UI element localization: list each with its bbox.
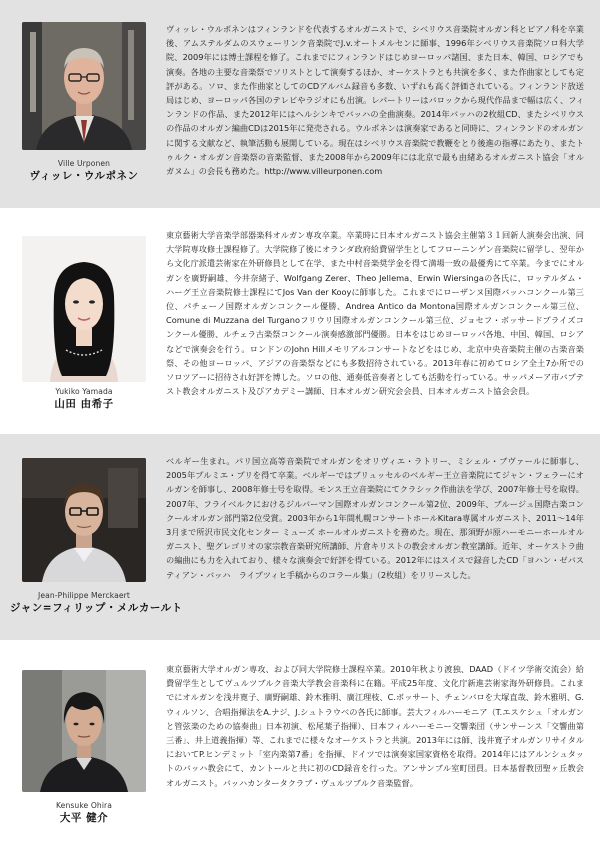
name-english: Jean-Philippe Merckaert — [38, 591, 130, 600]
biography-text — [166, 22, 584, 178]
portrait-photo — [22, 670, 146, 792]
name-block — [10, 386, 158, 411]
profile-section-jean-philippe-merckaert — [0, 434, 600, 640]
biography-text — [166, 662, 584, 790]
profile-section-ville-urponen — [0, 0, 600, 208]
name-japanese: ヴィッレ・ウルポネン — [29, 170, 139, 182]
biography-text — [166, 228, 584, 398]
name-japanese: 大平 健介 — [59, 812, 109, 824]
name-block — [10, 590, 183, 615]
biography-paragraph: ヴィッレ・ウルポネンはフィンランドを代表するオルガニストで、シベリウス音楽院オルガン科とピアノ科を卒業後、アムステルダムのスウェーリンク音楽院でJ.v.オートメルセンに師事、1996年シベリウス音楽院ソロ科大学院、2009年には博士課程を修了。これまでにフィンランドはじめヨーロッパ諸国、また日本、韓国、ロシアでも演奏。各地の主要な音楽祭でソリストとして演奏するほか、オーケストラとも共演を多く、また作曲家としても定評がある。ソロ、また作曲家としてのCDアルバム録音も多数、いずれも高く評価されている。フィンランド放送局はじめ、ヨーロッパ各国のテレビやラジオにも出演。レパートリーはバロックから現代作品まで幅は広く、フィンランドの作品、また2012年にはヘルシンキでバッハの全曲演奏。2014年バッハの2枚組CD、またシベリウスの作品のオルガン編曲CDは2015年に発売される。ウルポネンは演奏家であると同時に、フィンランドのオルガンに関する文献など、執筆活動も展開している。現在はシベリウス音楽院で教鞭をとり後進の指導にあたり、またトゥルク・オルガン音楽祭の音楽監督、また2008年から2009年には北京で最も由緒あるオルガニスト協会「オルガヌム」の会長も務めた。http://www.villeurponen.com — [166, 24, 584, 177]
biography-paragraph: 東京藝術大学オルガン専攻、および同大学院修士課程卒業。2010年秋より渡独、DAAD（ドイツ学術交流会）給費留学生としてヴュルツブルク音楽大学教会音楽科に在籍。平成25年度、文化庁新進芸術家海外研修員。これまでにオルガンを浅井寛子、廣野嗣雄、鈴木雅明、廣江理枝、C.ボッサート、チェンバロを大塚直哉、鈴木雅明、G.ウィルソン、合唱指揮法をA.ナジ、J.シュトラウベの各氏に師事。芸大フィルハーモニア（T.エスケシュ「オルガンと管弦楽のための協奏曲」日本初演、松尾葉子指揮）、日本フィルハーモニー交響楽団（サンサーンス「交響曲第三番」、井上道義指揮）等、これまでに様々なオーケストラと共演。2013年には師、浅井寛子オルガンリサイタルにおいてP.ヒンデミット「室内楽第7番」を指揮、ドイツでは演奏家国家資格を取得。2014年にはアルンシュタットのバッハ教会にて、カントールと共に初のCD録音を行った。アンサンブル室町団員。日本基督教団聖ヶ丘教会オルガニスト。バッハカンタータクラブ・ヴュルツブルク音楽監督。 — [166, 664, 584, 788]
name-block — [10, 158, 158, 183]
name-english: Kensuke Ohira — [55, 801, 113, 810]
profile-section-yukiko-yamada — [0, 208, 600, 434]
name-japanese: ジャン=フィリップ・メルカールト — [10, 602, 183, 614]
portrait-photo — [22, 22, 146, 150]
portrait-photo — [22, 236, 146, 382]
profile-section-kensuke-ohira — [0, 640, 600, 850]
biography-text — [166, 454, 584, 582]
biography-paragraph: 東京藝術大学音楽学部器楽科オルガン専攻卒業。卒業時に日本オルガニスト協会主催第３１回新人演奏会出演、同大学院専攻修士課程修了。大学院修了後にオランダ政府給費留学生としてフローニンゲン音楽院に留学し、翌年から文化庁派遣芸術家在外研修員として在学、また中村音楽奨学金を得て満場一致の最優秀にて卒業。今までにオルガンを廣野嗣雄、今井奈緒子、Wolfgang Zerer、Theo Jellema、Erwin Wiersingaの各氏に、ロッテルダム・ハーグ王立音楽院修士課程にてJos Van der Kooyに師事した。これまでにローザンヌ国際バッハコンクール第三位、パチェーノ国際オルガンコンクール優勝、Andrea Antico da Montona国際オルガンコンクール第三位、Comune di Muzzana del Turganoフリウリ国際オルガンコンクール第三位、ジョセフ・ボッサードプライズコンクール優勝、ルチェラ古楽祭コンクール演奏感激部門優勝。日本をはじめヨーロッパ各地、中国、韓国、ロシアなどで演奏会を行う。ロンドンのJohn Hillメモリアルコンサートなどをはじめ、北京中央音楽院主催の古楽音楽祭、その他ヨーロッパ、アジアの音楽祭などにも多数招待されている。2013年春に初めてロシア全土7か所でのソロツアーに招待され好評を博した。ソロの他、通奏低音奏者としても活動を行っている。サッパメーア市バプテスト教会オルガニスト及びアカデミー講師、日本オルガン研究会会員、日本オルガニスト協会会員。 — [166, 230, 584, 397]
name-english: Ville Urponen — [57, 159, 111, 168]
biography-paragraph: ベルギー生まれ。パリ国立高等音楽院でオルガンをオリヴィエ・ラトリー、ミシェル・ブヴァールに師事し、2005年プルミエ・プリを得て卒業。ベルギーではブリュッセルのベルギー王立音楽院にてジャン・フェラーにオルガンを師事し、2008年修士号を取得。モンス王立音楽院にてクラシック作曲法を学び、2007年修士号を取得。2007年、フライベルクにおけるジルバーマン国際オルガンコンクール第2位、2009年、ブルージュ国際古楽コンクールオルガン部門第2位受賞。2003年から1年間札幌コンサートホールKitara専属オルガニスト、2011～14年3月まで所沢市民文化センター ミューズ ホールオルガニストを務めた。現在、那須野が原ハーモニーホールオルガニスト、聖グレゴリオの家宗教音楽研究所講師、片倉キリストの教会オルガン教室講師。近年、オーケストラ曲の編曲にも力を入れており、様々な演奏会で好評を得ている。2012年にはスイスで録音したCD「ヨハン・ゼバスティアン・バッハ ライプツィヒ手稿からのコラール集」（2枚組）をリリースした。 — [166, 456, 584, 580]
name-block — [10, 800, 158, 825]
name-english: Yukiko Yamada — [55, 387, 113, 396]
portrait-photo — [22, 458, 146, 582]
name-japanese: 山田 由希子 — [54, 398, 114, 410]
